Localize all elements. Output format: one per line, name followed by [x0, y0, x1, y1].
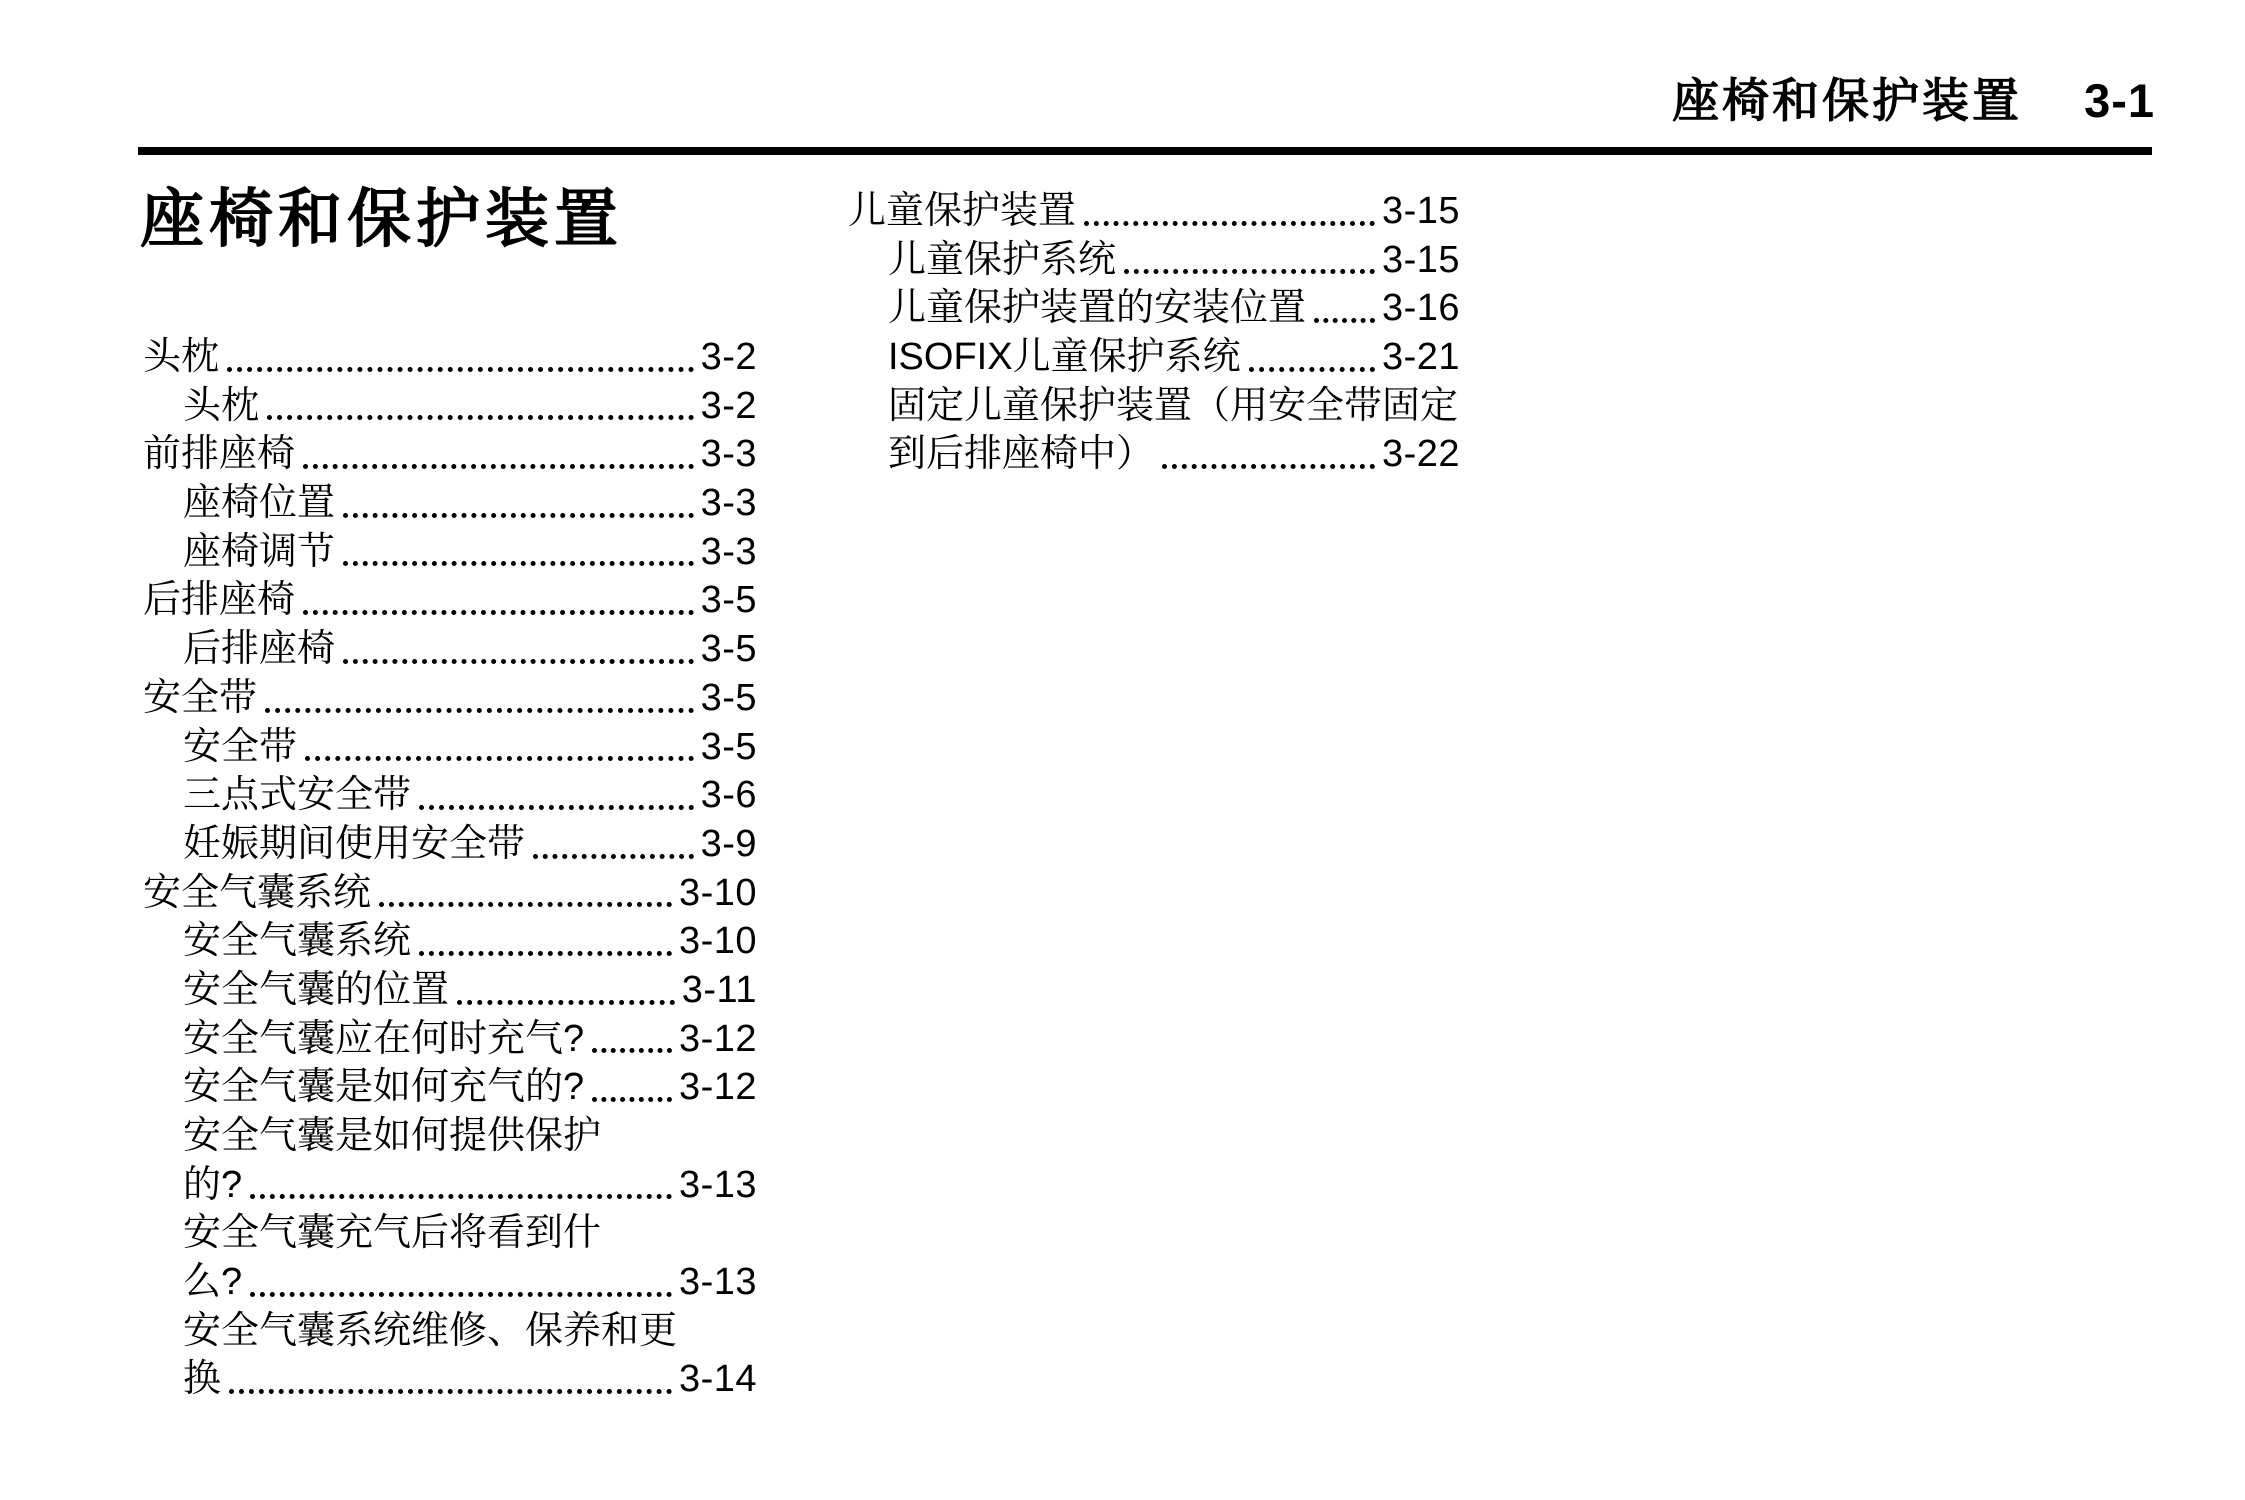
toc-dot-leader	[343, 659, 694, 664]
toc-entry-label: 后排座椅	[183, 628, 336, 671]
toc-entry-page: 3-15	[1381, 238, 1460, 281]
toc-dot-leader	[265, 708, 694, 713]
toc-entry-page: 3-5	[700, 579, 757, 622]
toc-entry-page: 3-2	[700, 384, 757, 427]
toc-dot-leader	[1124, 269, 1375, 274]
toc-entry	[143, 771, 757, 820]
toc-entry	[143, 723, 757, 772]
toc-entry	[143, 1161, 757, 1210]
toc-dot-leader	[1162, 464, 1375, 469]
toc-entry-label: 固定儿童保护装置（用安全带固定	[888, 384, 1459, 427]
toc-entry-page: 3-13	[678, 1163, 757, 1206]
toc-entry-label: 安全带	[143, 676, 258, 719]
toc-entry-label: 的?	[183, 1163, 243, 1206]
toc-entry-label: 安全带	[183, 725, 298, 768]
toc-entry-page: 3-3	[700, 482, 757, 525]
toc-entry-label: 三点式安全带	[183, 774, 412, 817]
toc-entry	[143, 528, 757, 577]
header-chapter-title: 座椅和保护装置	[1672, 74, 2023, 127]
toc-entry	[143, 869, 757, 918]
toc-entry-wrap-line	[848, 382, 1460, 431]
toc-entry-page: 3-10	[678, 920, 757, 963]
toc-entry-label: 儿童保护系统	[888, 238, 1117, 281]
chapter-title: 座椅和保护装置	[140, 183, 623, 255]
toc-dot-leader	[419, 805, 694, 810]
toc-entry	[848, 333, 1460, 382]
toc-entry-label: 头枕	[183, 384, 260, 427]
toc-entry-page: 3-9	[700, 822, 757, 865]
toc-dot-leader	[303, 610, 694, 615]
page-header	[1672, 64, 2155, 131]
toc-entry-page: 3-11	[681, 968, 757, 1011]
toc-dot-leader	[1249, 367, 1375, 372]
toc-entry	[143, 625, 757, 674]
toc-entry-page: 3-14	[678, 1358, 757, 1401]
toc-entry-label: 安全气囊充气后将看到什	[183, 1212, 602, 1255]
toc-dot-leader	[379, 902, 672, 907]
toc-entry-wrap-line	[143, 1112, 757, 1161]
toc-dot-leader	[305, 756, 694, 761]
toc-entry-label: ISOFIX儿童保护系统	[888, 336, 1241, 379]
toc-column-right	[848, 187, 1460, 479]
toc-entry	[143, 1063, 757, 1112]
toc-entry-page: 3-16	[1381, 287, 1460, 330]
toc-entry-label: 安全气囊系统	[183, 920, 412, 963]
toc-dot-leader	[250, 1292, 672, 1297]
toc-entry-page: 3-12	[678, 1017, 757, 1060]
toc-dot-leader	[1314, 318, 1375, 323]
toc-entry	[143, 333, 757, 382]
toc-entry-label: 妊娠期间使用安全带	[183, 822, 526, 865]
toc-entry	[143, 820, 757, 869]
toc-dot-leader	[457, 1000, 675, 1005]
toc-entry	[143, 966, 757, 1015]
toc-entry	[848, 284, 1460, 333]
toc-entry	[143, 917, 757, 966]
toc-dot-leader	[592, 1048, 672, 1053]
toc-entry-page: 3-2	[700, 336, 757, 378]
toc-entry-label: 后排座椅	[143, 579, 296, 622]
toc-dot-leader	[343, 561, 694, 566]
toc-entry-label: 安全气囊是如何充气的?	[183, 1066, 585, 1109]
toc-dot-leader	[533, 854, 694, 859]
toc-dot-leader	[303, 464, 694, 469]
toc-entry-label: 儿童保护装置的安装位置	[888, 287, 1307, 330]
toc-entry-page: 3-3	[700, 530, 757, 573]
toc-entry-label: 换	[183, 1358, 222, 1401]
toc-entry-page: 3-12	[678, 1066, 757, 1109]
toc-entry-wrap-line	[143, 1307, 757, 1356]
toc-dot-leader	[419, 951, 672, 956]
toc-entry-page: 3-3	[700, 433, 757, 476]
toc-entry-label: 座椅位置	[183, 482, 336, 525]
toc-entry-label: 前排座椅	[143, 433, 296, 476]
toc-entry	[143, 674, 757, 723]
toc-entry-label: 安全气囊系统维修、保养和更	[183, 1309, 678, 1352]
toc-entry-page: 3-10	[678, 871, 757, 914]
toc-entry	[143, 479, 757, 528]
toc-entry-label: 安全气囊系统	[143, 871, 372, 914]
toc-entry-label: 头枕	[143, 336, 220, 378]
toc-entry-label: 安全气囊应在何时充气?	[183, 1017, 585, 1060]
toc-entry-label: 座椅调节	[183, 530, 336, 573]
toc-entry-page: 3-6	[700, 774, 757, 817]
toc-entry-label: 么?	[183, 1261, 243, 1304]
toc-dot-leader	[267, 415, 694, 420]
toc-entry-label: 安全气囊的位置	[183, 968, 450, 1011]
toc-entry-label: 到后排座椅中）	[888, 433, 1155, 476]
toc-entry-page: 3-13	[678, 1261, 757, 1304]
toc-dot-leader	[343, 513, 694, 518]
toc-dot-leader	[229, 1389, 672, 1394]
toc-entry-page: 3-21	[1381, 336, 1460, 379]
toc-entry-wrap-line	[143, 1209, 757, 1258]
toc-entry	[143, 576, 757, 625]
toc-column-left	[143, 333, 757, 1404]
toc-dot-leader	[1084, 221, 1375, 226]
header-page-number: 3-1	[2084, 74, 2155, 127]
toc-entry-label: 儿童保护装置	[848, 190, 1077, 232]
toc-entry-page: 3-5	[700, 725, 757, 768]
toc-entry-label: 安全气囊是如何提供保护	[183, 1115, 602, 1157]
toc-dot-leader	[227, 367, 694, 372]
toc-dot-leader	[592, 1097, 672, 1102]
toc-entry	[848, 236, 1460, 285]
toc-entry-page: 3-22	[1381, 433, 1460, 476]
toc-dot-leader	[250, 1194, 672, 1199]
header-rule	[138, 147, 2152, 155]
toc-entry	[143, 1015, 757, 1064]
toc-entry	[848, 430, 1460, 479]
toc-entry-page: 3-5	[700, 676, 757, 719]
toc-entry-page: 3-15	[1381, 190, 1460, 232]
toc-entry-page: 3-5	[700, 628, 757, 671]
toc-entry	[143, 1258, 757, 1307]
toc-entry	[143, 430, 757, 479]
toc-entry	[143, 382, 757, 431]
toc-entry	[848, 187, 1460, 236]
toc-entry	[143, 1355, 757, 1404]
